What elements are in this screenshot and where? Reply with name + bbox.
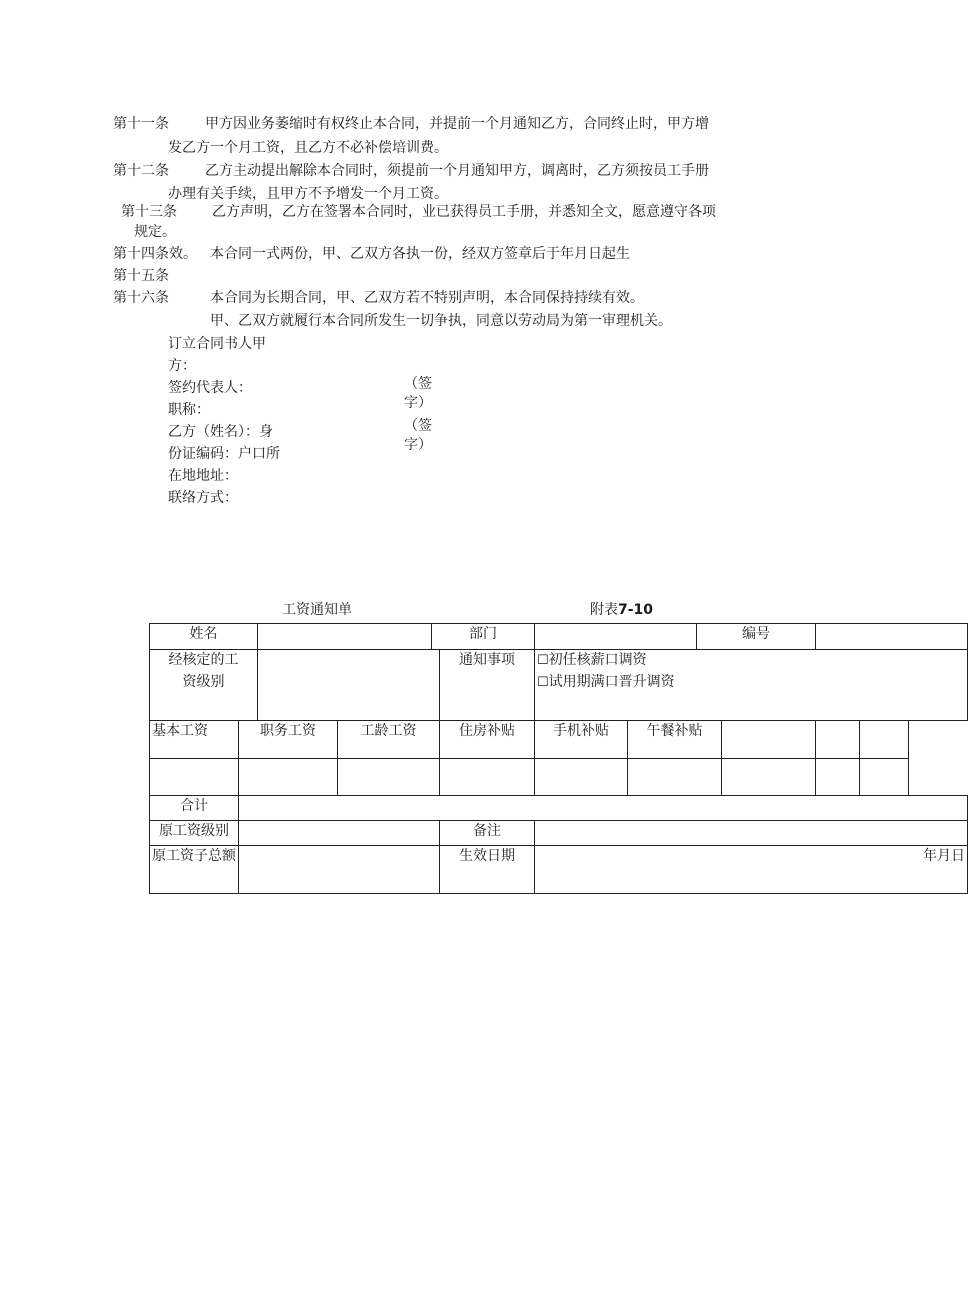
id-field[interactable] bbox=[816, 624, 968, 650]
value-cell[interactable] bbox=[239, 759, 338, 796]
col-extra-3 bbox=[860, 721, 909, 759]
party-b-label: 乙方（姓名）：身 bbox=[168, 424, 273, 440]
original-total-field[interactable] bbox=[239, 846, 440, 894]
remark-label: 备注 bbox=[440, 821, 535, 846]
original-grade-label: 原工资级别 bbox=[150, 821, 239, 846]
checkbox-icon[interactable]: ☐ bbox=[537, 653, 549, 668]
checkbox-icon[interactable]: ☐ bbox=[537, 674, 549, 690]
row-original-total bbox=[150, 846, 968, 894]
name-label: 姓名 bbox=[150, 624, 258, 650]
option-probation[interactable] bbox=[537, 672, 965, 694]
name-field[interactable] bbox=[258, 624, 432, 650]
col-seniority-wage: 工龄工资 bbox=[338, 721, 440, 759]
article-16-label: 第十六条 bbox=[113, 290, 169, 306]
article-11-label: 第十一条 bbox=[113, 116, 169, 132]
article-16-text: 本合同为长期合同，甲、乙双方若不特别声明，本合同保持持续有效。 bbox=[210, 290, 644, 306]
grade-field[interactable] bbox=[258, 650, 440, 721]
signature-note-1-line1: （签 bbox=[404, 376, 432, 392]
appendix-label bbox=[590, 602, 653, 619]
wage-form-title: 工资通知单 bbox=[282, 602, 352, 618]
option-probation-label: 试用期满口晋升调资 bbox=[548, 673, 675, 690]
signature-note-1-line2: 字） bbox=[404, 395, 432, 411]
article-14-label: 第十四条效。 bbox=[113, 246, 197, 262]
option-initial[interactable] bbox=[537, 650, 965, 672]
row-grade bbox=[150, 650, 968, 721]
address-label: 在地地址： bbox=[168, 468, 238, 484]
value-cell[interactable] bbox=[816, 759, 860, 796]
row-columns bbox=[150, 721, 968, 759]
col-extra-2 bbox=[816, 721, 860, 759]
id-hukou-label: 份证编码：户口所 bbox=[168, 446, 280, 462]
article-12-text-line1: 乙方主动提出解除本合同时，须提前一个月通知甲方，调离时，乙方须按员工手册 bbox=[205, 163, 709, 179]
col-extra-1 bbox=[722, 721, 816, 759]
value-cell[interactable] bbox=[440, 759, 535, 796]
title-label: 职称： bbox=[168, 402, 210, 418]
notice-options bbox=[535, 650, 968, 721]
remark-field[interactable] bbox=[535, 821, 968, 846]
grade-label-line1: 经核定的工 bbox=[168, 652, 239, 668]
row-values bbox=[150, 759, 968, 796]
col-phone-allowance: 手机补贴 bbox=[535, 721, 628, 759]
article-12-label: 第十二条 bbox=[113, 163, 169, 179]
signature-note-2-line1: （签 bbox=[404, 418, 432, 434]
appendix-number: 7-10 bbox=[618, 602, 654, 618]
article-12-text-line2: 办理有关手续，且甲方不予增发一个月工资。 bbox=[168, 186, 448, 202]
original-grade-field[interactable] bbox=[239, 821, 440, 846]
article-14-text: 本合同一式两份，甲、乙双方各执一份，经双方签章后于年月日起生 bbox=[210, 246, 630, 262]
value-cell[interactable] bbox=[628, 759, 722, 796]
dept-field[interactable] bbox=[535, 624, 697, 650]
party-a-label-line2: 方： bbox=[168, 358, 196, 374]
representative-label: 签约代表人： bbox=[168, 380, 252, 396]
total-field[interactable] bbox=[239, 796, 968, 821]
row-name bbox=[150, 624, 968, 650]
col-position-wage: 职务工资 bbox=[239, 721, 338, 759]
wage-notice-table bbox=[149, 623, 968, 894]
col-lunch-allowance: 午餐补贴 bbox=[628, 721, 722, 759]
article-13-label: 第十三条 bbox=[121, 204, 177, 220]
grade-label bbox=[150, 650, 258, 721]
article-11-text-line1: 甲方因业务萎缩时有权终止本合同，并提前一个月通知乙方，合同终止时，甲方增 bbox=[205, 116, 709, 132]
effective-date-field[interactable]: 年月日 bbox=[535, 846, 968, 894]
row-original-grade bbox=[150, 821, 968, 846]
total-label: 合计 bbox=[150, 796, 239, 821]
dispute-clause: 甲、乙双方就履行本合同所发生一切争执，同意以劳动局为第一审理机关。 bbox=[210, 313, 672, 329]
article-13-text-line2: 规定。 bbox=[134, 224, 176, 240]
signature-note-2-line2: 字） bbox=[404, 437, 432, 453]
grade-label-line2: 资级别 bbox=[182, 673, 225, 690]
value-cell[interactable] bbox=[860, 759, 909, 796]
col-housing-allowance: 住房补贴 bbox=[440, 721, 535, 759]
col-basic-wage: 基本工资 bbox=[150, 721, 239, 759]
value-cell[interactable] bbox=[722, 759, 816, 796]
value-cell[interactable] bbox=[150, 759, 239, 796]
appendix-prefix: 附表 bbox=[590, 602, 618, 618]
party-a-label-line1: 订立合同书人甲 bbox=[168, 336, 266, 352]
article-11-text-line2: 发乙方一个月工资，且乙方不必补偿培训费。 bbox=[168, 140, 448, 156]
value-cell[interactable] bbox=[338, 759, 440, 796]
option-initial-label: 初任核薪口调资 bbox=[548, 652, 647, 668]
id-label: 编号 bbox=[697, 624, 816, 650]
effective-date-label: 生效日期 bbox=[440, 846, 535, 894]
original-total-label: 原工资子总额 bbox=[150, 846, 239, 894]
contact-label: 联络方式： bbox=[168, 490, 238, 506]
article-15-label: 第十五条 bbox=[113, 268, 169, 284]
value-cell[interactable] bbox=[535, 759, 628, 796]
article-13-text-line1: 乙方声明，乙方在签署本合同时，业已获得员工手册，并悉知全文，愿意遵守各项 bbox=[212, 204, 716, 220]
dept-label: 部门 bbox=[432, 624, 535, 650]
notice-label: 通知事项 bbox=[440, 650, 535, 721]
row-total bbox=[150, 796, 968, 821]
